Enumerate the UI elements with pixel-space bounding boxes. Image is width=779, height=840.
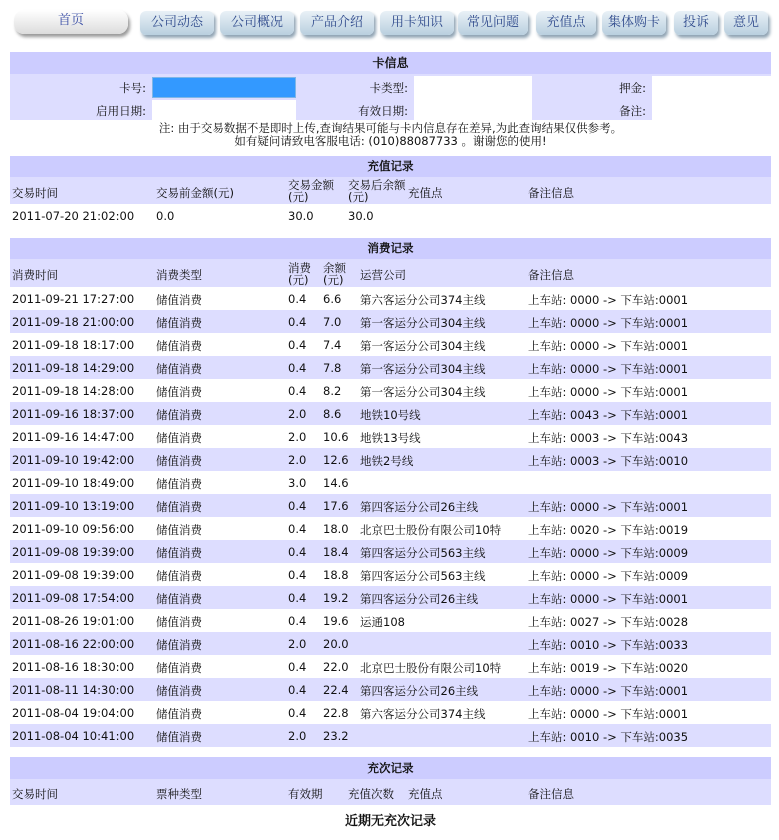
consume-row-type: 储值消费 xyxy=(156,684,202,698)
consume-row xyxy=(10,540,771,563)
recharge-col-remark: 备注信息 xyxy=(528,186,574,200)
recharge-col-after-l1: 交易后余额 xyxy=(348,178,406,192)
nav-home-button[interactable]: 首页 xyxy=(14,10,128,34)
consume-row-remark: 上车站: 0043 -> 下车站:0001 xyxy=(528,408,689,422)
nav-tab-company-news[interactable]: 公司动态 xyxy=(140,11,214,35)
consume-row-company: 第一客运分公司304主线 xyxy=(360,316,486,330)
consume-row-time: 2011-09-10 09:56:00 xyxy=(12,522,135,536)
consume-row-balance: 17.6 xyxy=(323,499,349,513)
recharge-records-title: 充值记录 xyxy=(10,156,771,177)
consume-row xyxy=(10,402,771,425)
notice-line-1: 注: 由于交易数据不是即时上传,查询结果可能与卡内信息存在差异,为此查询结果仅供参考。 xyxy=(158,121,623,135)
consume-row-fee: 0.4 xyxy=(288,591,307,605)
consume-row-fee: 0.4 xyxy=(288,499,307,513)
consume-row-type: 储值消费 xyxy=(156,293,202,307)
consume-row-balance: 18.8 xyxy=(323,568,349,582)
consume-row-remark: 上车站: 0000 -> 下车站:0001 xyxy=(528,362,689,376)
consume-row-remark: 上车站: 0000 -> 下车站:0001 xyxy=(528,592,689,606)
consume-row-time: 2011-08-26 19:01:00 xyxy=(12,614,135,628)
count-col-valid: 有效期 xyxy=(288,787,323,801)
consume-row-company: 地铁2号线 xyxy=(360,454,414,468)
consume-row-balance: 12.6 xyxy=(323,453,349,467)
consume-row xyxy=(10,333,771,356)
consume-row-fee: 3.0 xyxy=(288,476,307,490)
consume-row-time: 2011-08-11 14:30:00 xyxy=(12,683,135,697)
consume-col-fee-l2: (元) xyxy=(288,273,309,287)
consume-row-type: 储值消费 xyxy=(156,316,202,330)
count-col-time: 交易时间 xyxy=(12,787,58,801)
consume-row-balance: 7.4 xyxy=(323,338,342,352)
consume-row-fee: 0.4 xyxy=(288,315,307,329)
consume-row-remark: 上车站: 0000 -> 下车站:0001 xyxy=(528,707,689,721)
card-number-label: 卡号: xyxy=(119,81,146,95)
consume-col-fee xyxy=(288,262,311,286)
consume-row-remark: 上车站: 0010 -> 下车站:0035 xyxy=(528,730,689,744)
consume-row-company: 第四客运分公司563主线 xyxy=(360,546,486,560)
consume-row-company: 北京巴士股份有限公司10特 xyxy=(360,661,502,675)
consume-row-company: 第四客运分公司26主线 xyxy=(360,500,479,514)
consume-row-company: 第一客运分公司304主线 xyxy=(360,339,486,353)
consume-row-fee: 0.4 xyxy=(288,361,307,375)
recharge-row-amount: 30.0 xyxy=(288,209,314,223)
consume-row-time: 2011-09-18 14:29:00 xyxy=(12,361,135,375)
consume-row-type: 储值消费 xyxy=(156,500,202,514)
top-nav xyxy=(0,0,779,44)
consume-row-balance: 23.2 xyxy=(323,729,349,743)
consume-row-fee: 0.4 xyxy=(288,384,307,398)
consume-row-time: 2011-09-08 19:39:00 xyxy=(12,545,135,559)
consume-row-fee: 0.4 xyxy=(288,614,307,628)
consume-row-fee: 0.4 xyxy=(288,706,307,720)
consume-row xyxy=(10,425,771,448)
consume-records-title: 消费记录 xyxy=(10,238,771,259)
consume-row-type: 储值消费 xyxy=(156,592,202,606)
consume-row-time: 2011-09-18 14:28:00 xyxy=(12,384,135,398)
count-col-count: 充值次数 xyxy=(348,787,394,801)
consume-row-balance: 22.0 xyxy=(323,660,349,674)
count-col-kind: 票种类型 xyxy=(156,787,202,801)
consume-row xyxy=(10,609,771,632)
consume-row-time: 2011-09-10 13:19:00 xyxy=(12,499,135,513)
consume-row-type: 储值消费 xyxy=(156,408,202,422)
consume-row-time: 2011-08-04 19:04:00 xyxy=(12,706,135,720)
recharge-col-point: 充值点 xyxy=(408,186,443,200)
consume-row-time: 2011-09-10 18:49:00 xyxy=(12,476,135,490)
consume-row-company: 第六客运分公司374主线 xyxy=(360,707,486,721)
recharge-row-before: 0.0 xyxy=(156,209,175,223)
consume-row-balance: 18.0 xyxy=(323,522,349,536)
consume-row-fee: 0.4 xyxy=(288,568,307,582)
consume-row-type: 储值消费 xyxy=(156,569,202,583)
consume-col-remark: 备注信息 xyxy=(528,268,574,282)
consume-row xyxy=(10,724,771,747)
consume-row xyxy=(10,517,771,540)
consume-row-time: 2011-08-16 22:00:00 xyxy=(12,637,135,651)
consume-row-time: 2011-08-16 18:30:00 xyxy=(12,660,135,674)
consume-row-remark: 上车站: 0010 -> 下车站:0033 xyxy=(528,638,689,652)
consume-row-time: 2011-09-16 18:37:00 xyxy=(12,407,135,421)
consume-row-type: 储值消费 xyxy=(156,477,202,491)
consume-row-company: 第四客运分公司26主线 xyxy=(360,592,479,606)
nav-tab-faq[interactable]: 常见问题 xyxy=(458,11,528,35)
remark-label: 备注: xyxy=(619,104,646,118)
consume-row-company: 北京巴士股份有限公司10特 xyxy=(360,523,502,537)
consume-row-company: 地铁13号线 xyxy=(360,431,421,445)
recharge-col-amount-l1: 交易金额 xyxy=(288,178,334,192)
consume-row-balance: 7.0 xyxy=(323,315,342,329)
consume-row-balance: 6.6 xyxy=(323,292,342,306)
consume-row-company: 第一客运分公司304主线 xyxy=(360,362,486,376)
consume-row-company: 地铁10号线 xyxy=(360,408,421,422)
consume-row-type: 储值消费 xyxy=(156,546,202,560)
recharge-col-before: 交易前金额(元) xyxy=(156,186,234,200)
consume-row-type: 储值消费 xyxy=(156,362,202,376)
consume-row-time: 2011-08-04 10:41:00 xyxy=(12,729,135,743)
consume-row xyxy=(10,356,771,379)
nav-tab-recharge-points[interactable]: 充值点 xyxy=(536,11,596,35)
consume-row-balance: 22.4 xyxy=(323,683,349,697)
consume-row-type: 储值消费 xyxy=(156,339,202,353)
consume-row-fee: 0.4 xyxy=(288,660,307,674)
recharge-col-after-l2: (元) xyxy=(348,190,369,204)
consume-row-time: 2011-09-18 18:17:00 xyxy=(12,338,135,352)
deposit-label: 押金: xyxy=(619,81,646,95)
card-type-label: 卡类型: xyxy=(369,81,408,95)
nav-tab-feedback[interactable]: 意见 xyxy=(724,11,768,35)
consume-row-remark: 上车站: 0000 -> 下车站:0001 xyxy=(528,500,689,514)
consume-row-time: 2011-09-21 17:27:00 xyxy=(12,292,135,306)
consume-col-time: 消费时间 xyxy=(12,268,58,282)
consume-row-type: 储值消费 xyxy=(156,454,202,468)
card-number-value xyxy=(152,77,296,98)
consume-row-time: 2011-09-08 19:39:00 xyxy=(12,568,135,582)
consume-row-fee: 2.0 xyxy=(288,729,307,743)
recharge-col-time: 交易时间 xyxy=(12,186,58,200)
consume-row xyxy=(10,701,771,724)
consume-row-balance: 18.4 xyxy=(323,545,349,559)
consume-row xyxy=(10,563,771,586)
consume-col-company: 运营公司 xyxy=(360,268,406,282)
nav-tab-group-purchase[interactable]: 集体购卡 xyxy=(602,11,666,35)
consume-row-fee: 2.0 xyxy=(288,453,307,467)
consume-row-balance: 19.6 xyxy=(323,614,349,628)
card-type-value xyxy=(414,76,532,120)
consume-row-remark: 上车站: 0000 -> 下车站:0001 xyxy=(528,293,689,307)
consume-row xyxy=(10,471,771,494)
card-info-title: 卡信息 xyxy=(10,52,771,74)
nav-tab-card-knowledge[interactable]: 用卡知识 xyxy=(380,11,454,35)
nav-tab-complaint[interactable]: 投诉 xyxy=(674,11,718,35)
consume-row-fee: 2.0 xyxy=(288,637,307,651)
consume-row-balance: 22.8 xyxy=(323,706,349,720)
consume-row-fee: 0.4 xyxy=(288,338,307,352)
recharge-col-amount-l2: (元) xyxy=(288,190,309,204)
count-col-point: 充值点 xyxy=(408,787,443,801)
consume-row xyxy=(10,632,771,655)
consume-row-type: 储值消费 xyxy=(156,638,202,652)
consume-row-time: 2011-09-16 14:47:00 xyxy=(12,430,135,444)
consume-row-remark: 上车站: 0000 -> 下车站:0001 xyxy=(528,339,689,353)
start-date-label: 启用日期: xyxy=(96,104,146,118)
recharge-row-time: 2011-07-20 21:02:00 xyxy=(12,209,135,223)
consume-row xyxy=(10,379,771,402)
nav-tab-company-overview[interactable]: 公司概况 xyxy=(220,11,294,35)
consume-row-remark: 上车站: 0000 -> 下车站:0009 xyxy=(528,546,689,560)
count-records-title: 充次记录 xyxy=(10,757,771,779)
nav-tab-products[interactable]: 产品介绍 xyxy=(300,11,374,35)
consume-row-company: 第六客运分公司374主线 xyxy=(360,293,486,307)
consume-row-balance: 8.2 xyxy=(323,384,342,398)
consume-col-balance-l1: 余额 xyxy=(323,261,346,275)
consume-row xyxy=(10,448,771,471)
valid-date-label: 有效日期: xyxy=(358,104,408,118)
consume-row-fee: 0.4 xyxy=(288,545,307,559)
consume-row-balance: 20.0 xyxy=(323,637,349,651)
consume-row-balance: 7.8 xyxy=(323,361,342,375)
consume-row xyxy=(10,586,771,609)
consume-row xyxy=(10,678,771,701)
count-records-empty: 近期无充次记录 xyxy=(344,814,436,829)
consume-row-remark: 上车站: 0000 -> 下车站:0009 xyxy=(528,569,689,583)
consume-row-company: 运通108 xyxy=(360,615,405,629)
consume-row-company: 第四客运分公司563主线 xyxy=(360,569,486,583)
consume-row-remark: 上车站: 0003 -> 下车站:0043 xyxy=(528,431,689,445)
consume-row-fee: 2.0 xyxy=(288,430,307,444)
consume-row-type: 储值消费 xyxy=(156,431,202,445)
consume-col-balance xyxy=(323,262,346,286)
consume-col-balance-l2: (元) xyxy=(323,273,344,287)
consume-row-type: 储值消费 xyxy=(156,730,202,744)
consume-row-remark: 上车站: 0000 -> 下车站:0001 xyxy=(528,316,689,330)
consume-row-type: 储值消费 xyxy=(156,661,202,675)
consume-row-remark: 上车站: 0000 -> 下车站:0001 xyxy=(528,684,689,698)
consume-row-type: 储值消费 xyxy=(156,523,202,537)
consume-col-fee-l1: 消费 xyxy=(288,261,311,275)
consume-row xyxy=(10,655,771,678)
consume-row-balance: 19.2 xyxy=(323,591,349,605)
recharge-col-after xyxy=(348,179,406,203)
consume-row-remark: 上车站: 0027 -> 下车站:0028 xyxy=(528,615,689,629)
consume-row-balance: 8.6 xyxy=(323,407,342,421)
consume-row-company: 第四客运分公司26主线 xyxy=(360,684,479,698)
consume-row-remark: 上车站: 0019 -> 下车站:0020 xyxy=(528,661,689,675)
consume-row-time: 2011-09-10 19:42:00 xyxy=(12,453,135,467)
consume-row-balance: 14.6 xyxy=(323,476,349,490)
consume-row-remark: 上车站: 0000 -> 下车站:0001 xyxy=(528,385,689,399)
recharge-row-after: 30.0 xyxy=(348,209,374,223)
recharge-row xyxy=(10,204,771,227)
deposit-value xyxy=(652,76,771,120)
consume-col-type: 消费类型 xyxy=(156,268,202,282)
consume-row-balance: 10.6 xyxy=(323,430,349,444)
consume-row xyxy=(10,310,771,333)
consume-row-fee: 0.4 xyxy=(288,292,307,306)
consume-row-remark: 上车站: 0020 -> 下车站:0019 xyxy=(528,523,689,537)
recharge-col-amount xyxy=(288,179,334,203)
consume-row-type: 储值消费 xyxy=(156,707,202,721)
consume-row-remark: 上车站: 0003 -> 下车站:0010 xyxy=(528,454,689,468)
consume-row-fee: 0.4 xyxy=(288,683,307,697)
consume-row-fee: 2.0 xyxy=(288,407,307,421)
start-date-value xyxy=(152,100,296,120)
consume-row-fee: 0.4 xyxy=(288,522,307,536)
consume-row-time: 2011-09-08 17:54:00 xyxy=(12,591,135,605)
consume-row-type: 储值消费 xyxy=(156,615,202,629)
notice-line-2: 如有疑问请致电客服电话: (010)88087733 。谢谢您的使用! xyxy=(234,134,547,148)
consume-row xyxy=(10,494,771,517)
consume-row-company: 第一客运分公司304主线 xyxy=(360,385,486,399)
consume-row-time: 2011-09-18 21:00:00 xyxy=(12,315,135,329)
consume-row-type: 储值消费 xyxy=(156,385,202,399)
count-col-remark: 备注信息 xyxy=(528,787,574,801)
consume-row xyxy=(10,287,771,310)
